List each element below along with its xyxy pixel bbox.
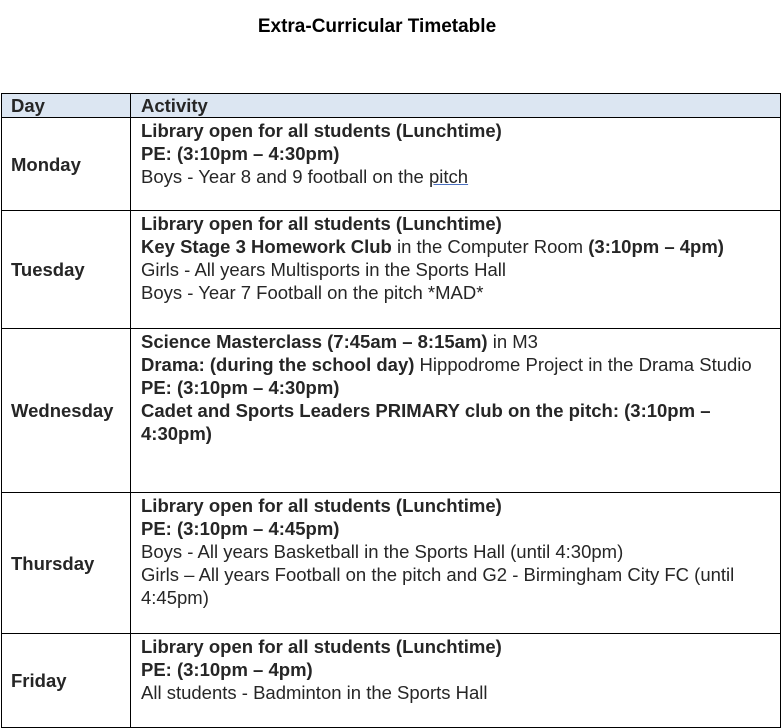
- activity-line: Boys - Year 8 and 9 football on the pitch: [141, 166, 469, 187]
- day-wednesday: Wednesday: [2, 329, 131, 493]
- activity-line: Library open for all students (Lunchtime): [141, 495, 502, 516]
- activity-monday: [131, 118, 781, 211]
- page-title: Extra-Curricular Timetable: [257, 16, 497, 37]
- activity-line: Girls – All years Football on the pitch and G2 - Birmingham City FC (until 4:45pm): [141, 564, 735, 608]
- activity-line: Boys - Year 7 Football on the pitch *MAD*: [141, 282, 484, 303]
- activity-line: Science Masterclass (7:45am – 8:15am) in M3: [141, 331, 538, 352]
- activity-line: PE: (3:10pm – 4:30pm): [141, 143, 340, 164]
- activity-thursday: [131, 493, 781, 634]
- activity-line: Library open for all students (Lunchtime): [141, 213, 502, 234]
- activity-wednesday: [131, 329, 781, 493]
- activity-line: PE: (3:10pm – 4:30pm): [141, 377, 340, 398]
- activity-line: PE: (3:10pm – 4pm): [141, 659, 313, 680]
- table-row: [2, 211, 781, 329]
- day-tuesday: Tuesday: [2, 211, 131, 329]
- activity-tuesday: [131, 211, 781, 329]
- timetable: [1, 93, 781, 728]
- activity-line: Cadet and Sports Leaders PRIMARY club on the pitch: (3:10pm – 4:30pm): [141, 400, 711, 444]
- day-monday: Monday: [2, 118, 131, 211]
- day-thursday: Thursday: [2, 493, 131, 634]
- table-row: [2, 329, 781, 493]
- activity-line: Girls - All years Multisports in the Sports Hall: [141, 259, 506, 280]
- header-activity: Activity: [131, 94, 781, 118]
- activity-line: Boys - All years Basketball in the Sports Hall (until 4:30pm): [141, 541, 624, 562]
- header-day: Day: [2, 94, 131, 118]
- table-row: [2, 493, 781, 634]
- header-row: [2, 94, 781, 118]
- activity-line: Library open for all students (Lunchtime): [141, 636, 502, 657]
- activity-line: Drama: (during the school day) Hippodrome Project in the Drama Studio: [141, 354, 752, 375]
- table-row: [2, 118, 781, 211]
- activity-line: All students - Badminton in the Sports Hall: [141, 682, 488, 703]
- activity-line: PE: (3:10pm – 4:45pm): [141, 518, 340, 539]
- activity-line: Library open for all students (Lunchtime): [141, 120, 502, 141]
- table-row: [2, 634, 781, 728]
- activity-friday: [131, 634, 781, 728]
- day-friday: Friday: [2, 634, 131, 728]
- activity-line: Key Stage 3 Homework Club in the Computer Room (3:10pm – 4pm): [141, 236, 724, 257]
- pitch-link[interactable]: pitch: [429, 166, 469, 187]
